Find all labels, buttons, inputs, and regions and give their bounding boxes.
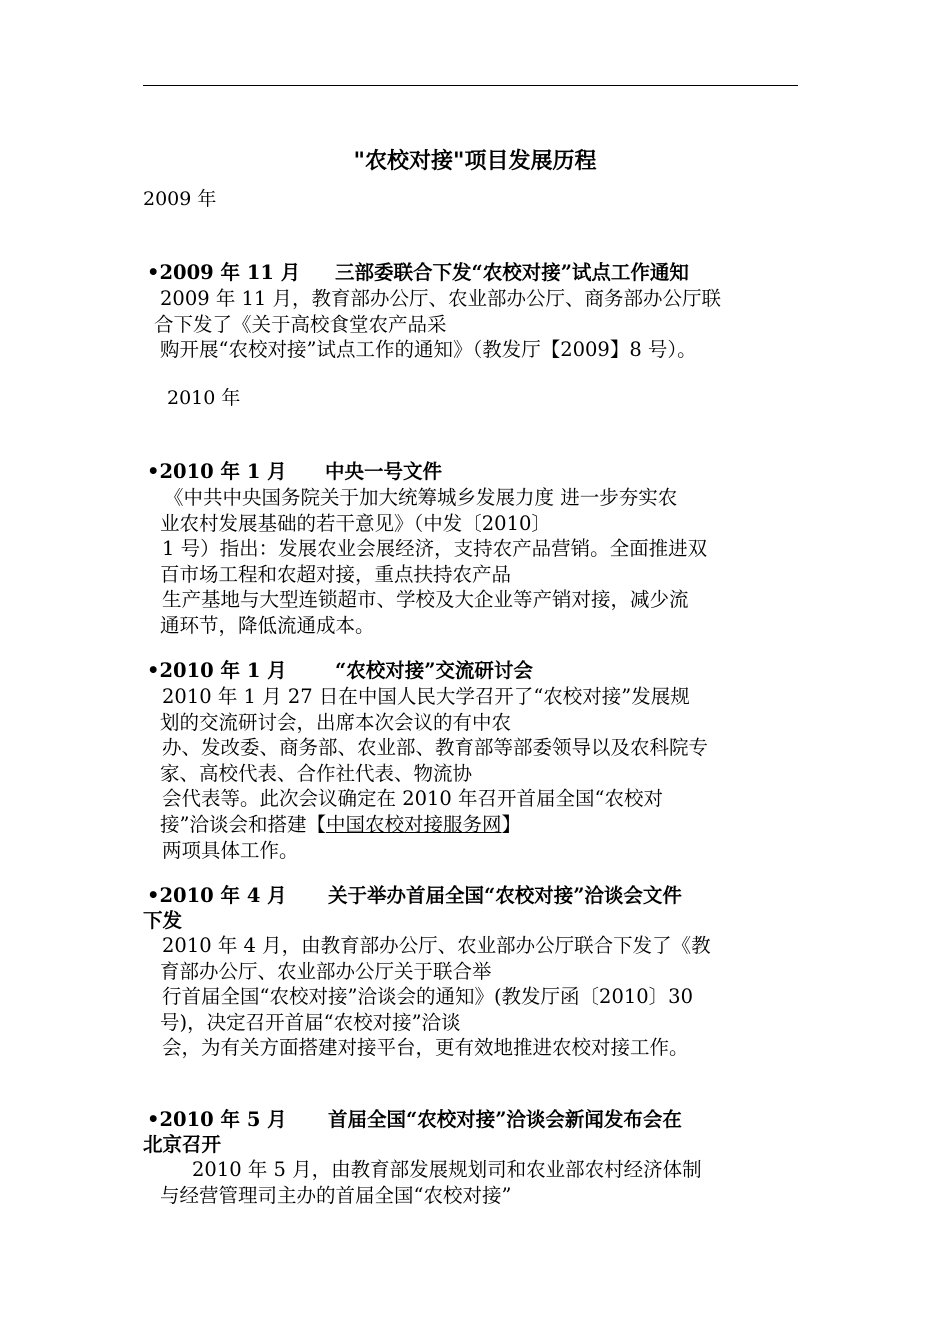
year-heading-2009: 2009 年 [143,188,217,210]
body-line: 2010 年 1 月 27 日在中国人民大学召开了“农校对接”发展规 [162,685,690,708]
body-line: 接”洽谈会和搭建【中国农校对接服务网】 [160,812,522,836]
body-line: 2010 年 4 月，由教育部办公厅、农业部办公厅联合下发了《教 [162,934,711,957]
event-heading [147,883,799,908]
event-body [160,1157,702,1208]
body-line: 百市场工程和农超对接，重点扶持农产品 [160,562,512,586]
event-heading [147,658,799,683]
event-body [160,933,711,1061]
event-date: •2010 年 1 月 [147,659,287,682]
body-line: 2010 年 5 月，由教育部发展规划司和农业部农村经济体制 [192,1158,702,1181]
body-line: 划的交流研讨会，出席本次会议的有中农 [160,710,512,734]
event-body [160,485,707,639]
body-line: 合下发了《关于高校食堂农产品采 [154,312,447,336]
year-heading-2010: 2010 年 [167,387,241,409]
event-title: 首届全国“农校对接”洽谈会新闻发布会在 [328,1108,682,1131]
event-title: 三部委联合下发“农校对接”试点工作通知 [335,261,689,284]
body-line: 行首届全国“农校对接”洽谈会的通知》(教发厅函〔2010〕30 [162,985,693,1009]
event-title: 中央一号文件 [325,460,443,483]
header-rule [143,85,798,86]
body-line: 办、发改委、商务部、农业部、教育部等部委领导以及农科院专 [162,736,709,760]
body-line: 购开展“农校对接”试点工作的通知》（教发厅【2009】8 号）。 [160,338,697,362]
body-line: 家、高校代表、合作社代表、物流协 [160,761,473,785]
body-line: 两项具体工作。 [162,838,299,862]
event-date: •2010 年 4 月 [147,884,287,907]
body-line: 与经营管理司主办的首届全国“农校对接” [160,1183,512,1207]
body-line: 业农村发展基础的若干意见》（中发〔2010〕 [160,511,551,535]
event-heading-cont: 下发 [143,909,183,932]
event-body [154,286,721,363]
event-heading-cont: 北京召开 [143,1133,222,1156]
event-date: •2010 年 1 月 [147,460,287,483]
body-line: 育部办公厅、农业部办公厅关于联合举 [160,959,492,983]
event-title: “农校对接”交流研讨会 [335,659,533,682]
body-line: 会，为有关方面搭建对接平台，更有效地推进农校对接工作。 [162,1036,689,1060]
event-title: 关于举办首届全国“农校对接”洽谈会文件 [328,884,682,907]
page-title: "农校对接"项目发展历程 [353,149,597,174]
body-line: 1 号）指出：发展农业会展经济，支持农产品营销。全面推进双 [162,537,708,561]
body-line: 2009 年 11 月，教育部办公厅、农业部办公厅、商务部办公厅联 [160,287,722,310]
body-line: 《中共中央国务院关于加大统筹城乡发展力度 进一步夯实农 [164,486,678,509]
event-heading [147,459,799,484]
service-network-link[interactable]: 中国农校对接服务网 [325,812,502,836]
body-line: 生产基地与大型连锁超市、学校及大企业等产销对接，减少流 [162,588,689,612]
event-date: •2009 年 11 月 [147,261,301,284]
event-heading [147,260,799,285]
event-body [160,684,708,863]
event-heading [147,1107,799,1132]
body-line: 号)，决定召开首届“农校对接”洽谈 [160,1010,461,1034]
event-date: •2010 年 5 月 [147,1108,287,1131]
body-line: 通环节，降低流通成本。 [160,613,375,637]
body-line: 会代表等。此次会议确定在 2010 年召开首届全国“农校对 [162,787,663,811]
